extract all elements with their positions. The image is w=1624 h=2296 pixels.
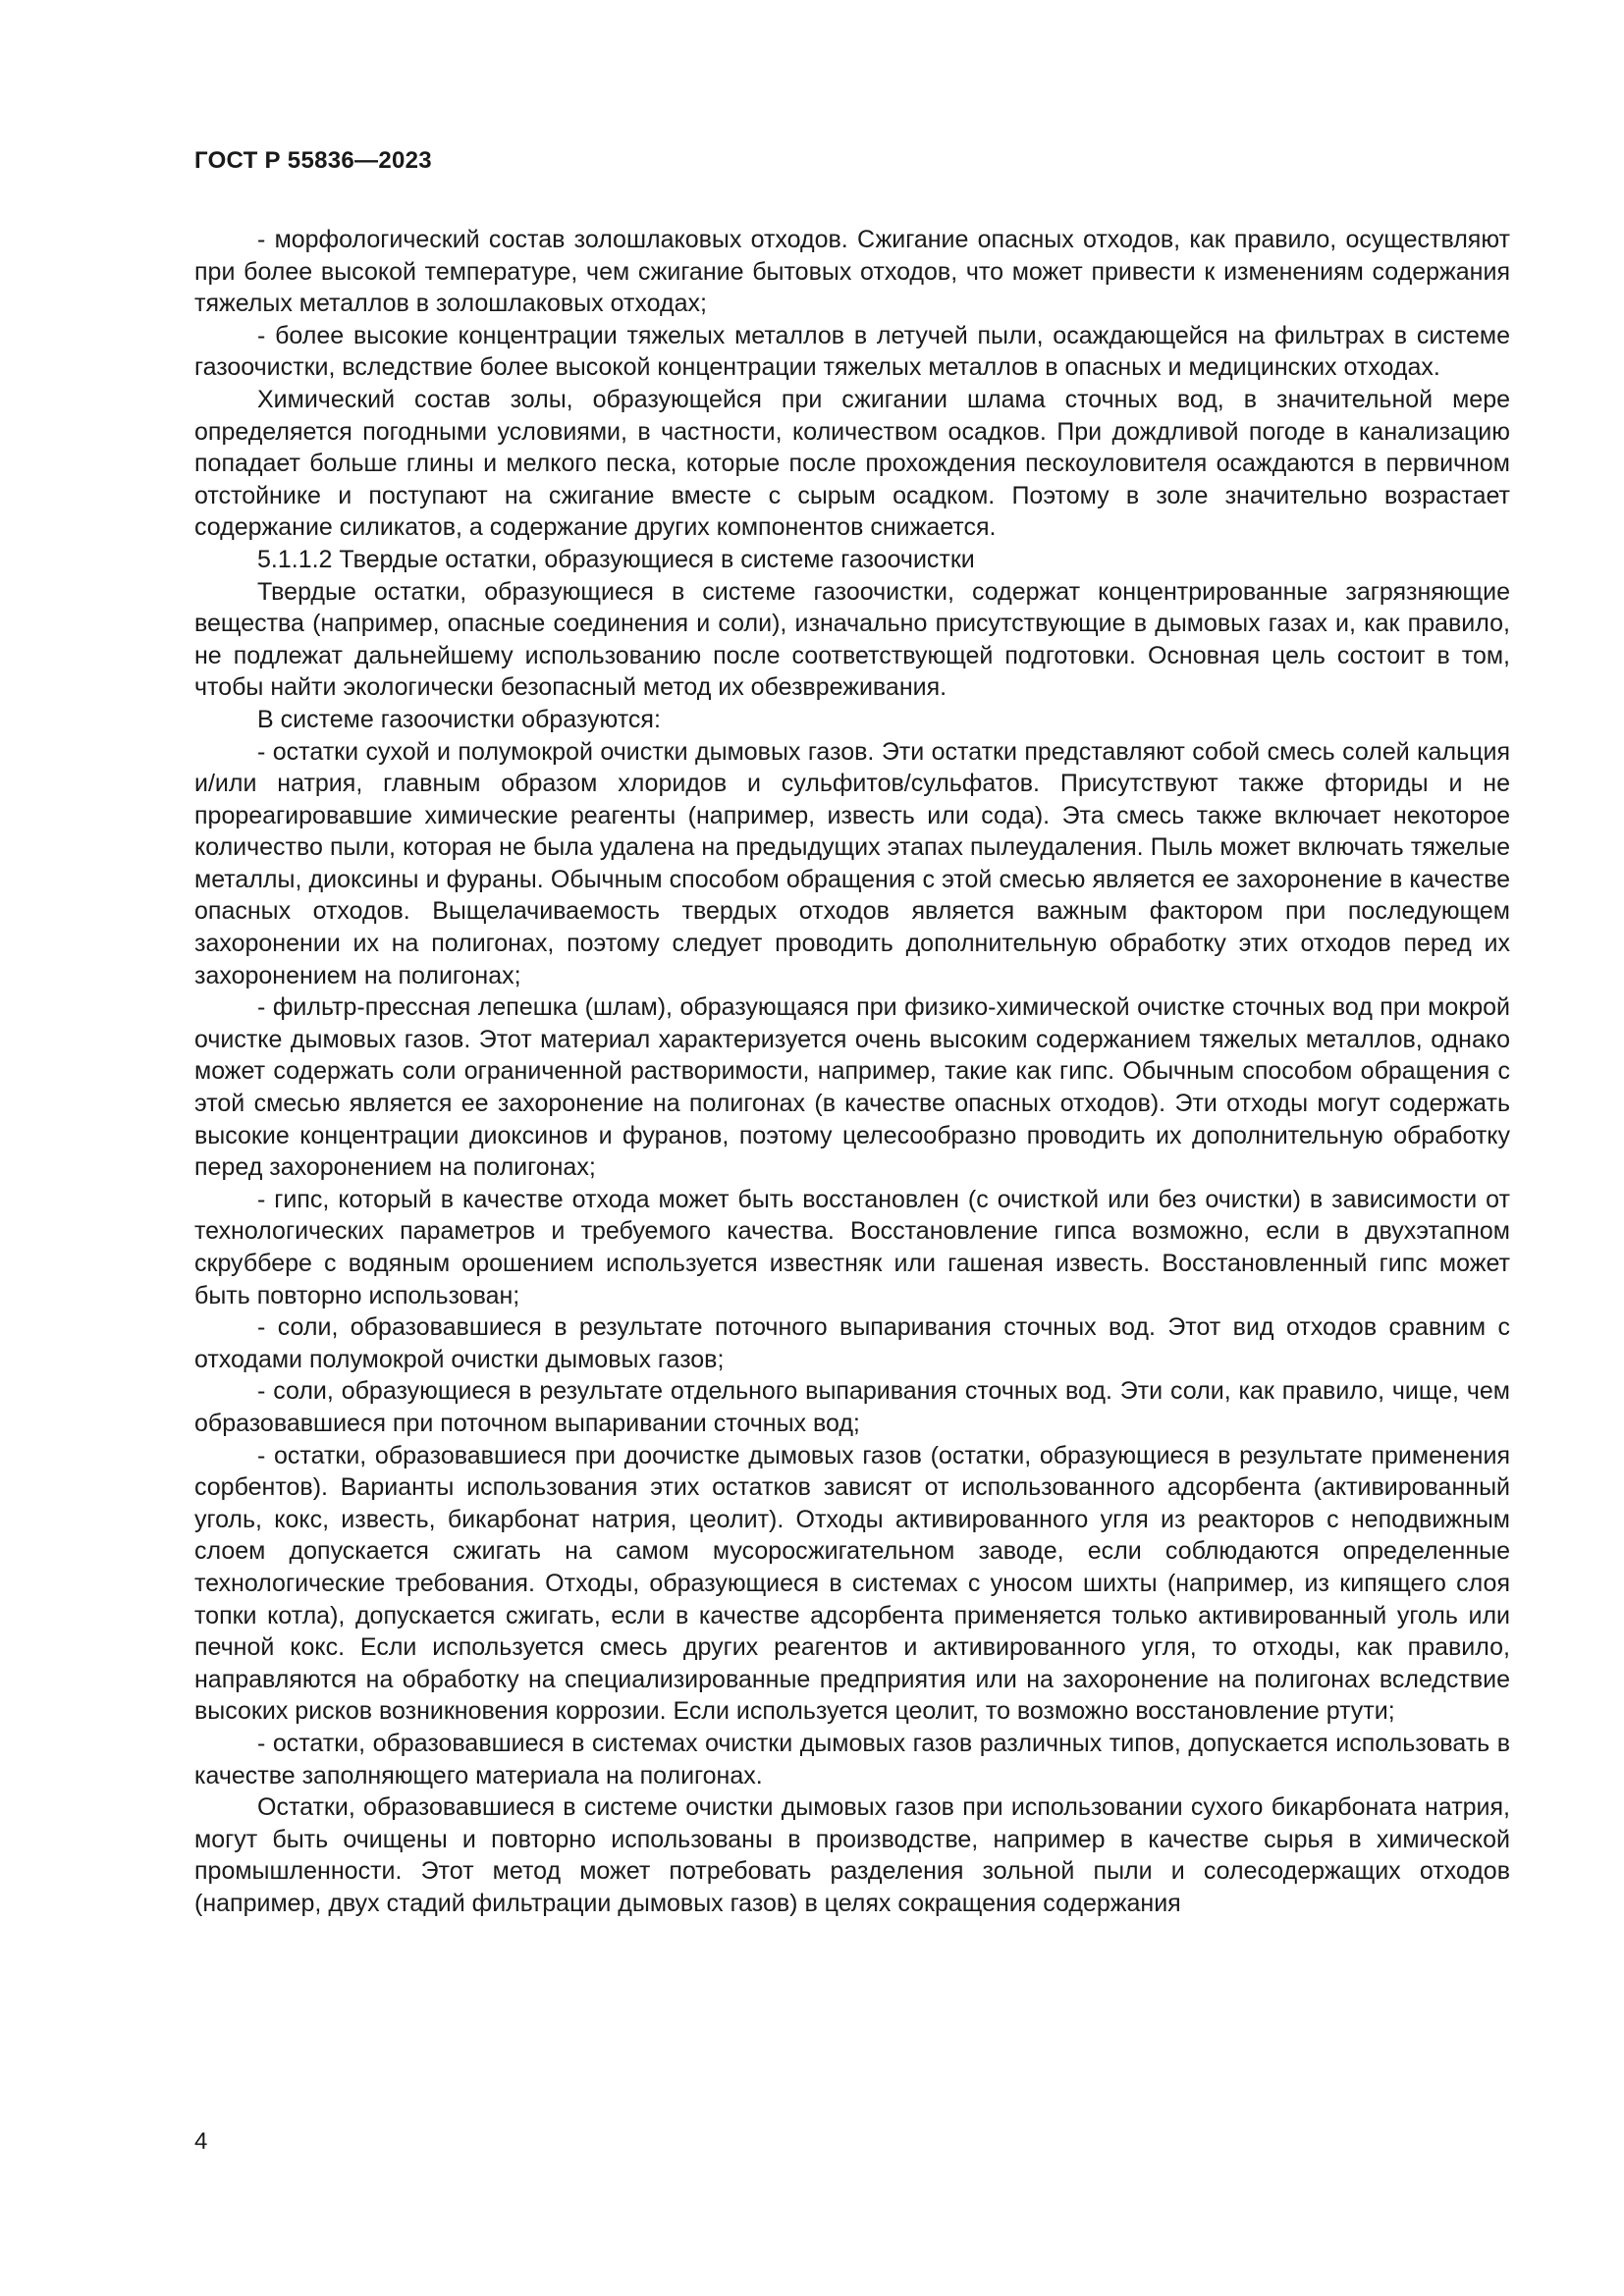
paragraph-sodium-bicarbonate-residues: Остатки, образовавшиеся в системе очистки дымовых газов при использовании сухого бикарбоната натрия, могут быть очищены и повторно использованы в производстве, например в качестве сырья в химической промышленности. Этот метод может потребовать разделения зольной пыли и солесодержащих отходов (например, двух стадий фильтрации дымовых газов) в целях сокращения содержания xyxy=(194,1793,1510,1917)
page-number: 4 xyxy=(194,2128,208,2155)
list-item-filter-press-cake: - фильтр-прессная лепешка (шлам), образующаяся при физико-химической очистке сточных вод при мокрой очистке дымовых газов. Этот материал характеризуется очень высоким содержанием тяжелых металлов, однако может содержать соли ограниченной растворимости, например, такие как гипс. Обычным способом обращения с этой смесью является ее захоронение на полигонах (в качестве опасных отходов). Эти отходы могут содержать высокие концентрации диоксинов и фуранов, поэтому целесообразно проводить их дополнительную обработку перед захоронением на полигонах; xyxy=(194,993,1510,1182)
document-body xyxy=(194,224,1510,1919)
list-item-dry-semidry-residues: - остатки сухой и полумокрой очистки дымовых газов. Эти остатки представляют собой смесь солей кальция и/или натрия, главным образом хлоридов и сульфитов/сульфатов. Присутствуют также фториды и не прореагировавшие химические реагенты (например, известь или сода). Эта смесь также включает некоторое количество пыли, которая не была удалена на предыдущих этапах пылеудаления. Пыль может включать тяжелые металлы, диоксины и фураны. Обычным способом обращения с этой смесью является ее захоронение в качестве опасных отходов. Выщелачиваемость твердых отходов является важным фактором при последующем захоронении их на полигонах, поэтому следует проводить дополнительную обработку этих отходов перед их захоронением на полигонах; xyxy=(194,737,1510,989)
paragraph-solid-residues: Твердые остатки, образующиеся в системе газоочистки, содержат концентрированные загрязняющие вещества (например, опасные соединения и соли), изначально присутствующие в дымовых газах и, как правило, не подлежат дальнейшему использованию после соответствующей подготовки. Основная цель состоит в том, чтобы найти экологически безопасный метод их обезвреживания. xyxy=(194,577,1510,702)
list-item-landfill-filler: - остатки, образовавшиеся в системах очистки дымовых газов различных типов, допускается использовать в качестве заполняющего материала на полигонах. xyxy=(194,1729,1510,1789)
paragraph-formed-in-gas-cleaning: В системе газоочистки образуются: xyxy=(257,705,661,733)
list-item-salts-inline-evaporation: - соли, образовавшиеся в результате поточного выпаривания сточных вод. Этот вид отходов сравним с отходами полумокрой очистки дымовых газов; xyxy=(194,1313,1510,1373)
document-code-header: ГОСТ Р 55836—2023 xyxy=(194,147,432,174)
list-item-salts-separate-evaporation: - соли, образующиеся в результате отдельного выпаривания сточных вод. Эти соли, как правило, чище, чем образовавшиеся при поточном выпаривании сточных вод; xyxy=(194,1377,1510,1437)
list-item-polishing-residues: - остатки, образовавшиеся при доочистке дымовых газов (остатки, образующиеся в результате применения сорбентов). Варианты использования этих остатков зависят от использованного адсорбента (активированный уголь, кокс, известь, бикарбонат натрия, цеолит). Отходы активированного угля из реакторов с неподвижным слоем допускается сжигать на самом мусоросжигательном заводе, если соблюдаются определенные технологические требования. Отходы, образующиеся в системах с уносом шихты (например, из кипящего слоя топки котла), допускается сжигать, если в качестве адсорбента применяется только активированный уголь или печной кокс. Если используется смесь других реагентов и активированного угля, то отходы, как правило, направляются на обработку на специализированные предприятия или на захоронение на полигонах вследствие высоких рисков возникновения коррозии. Если используется цеолит, то возможно восстановление ртути; xyxy=(194,1441,1510,1726)
paragraph-morphological-composition: - морфологический состав золошлаковых отходов. Сжигание опасных отходов, как правило, осуществляют при более высокой температуре, чем сжигание бытовых отходов, что может привести к изменениям содержания тяжелых металлов в золошлаковых отходах; xyxy=(194,226,1510,318)
list-item-gypsum: - гипс, который в качестве отхода может быть восстановлен (с очисткой или без очистки) в зависимости от технологических параметров и требуемого качества. Восстановление гипса возможно, если в двухэтапном скруббере с водяным орошением используется известняк или гашеная известь. Восстановленный гипс может быть повторно использован; xyxy=(194,1185,1510,1309)
paragraph-heavy-metals-concentration: - более высокие концентрации тяжелых металлов в летучей пыли, осаждающейся на фильтрах в системе газоочистки, вследствие более высокой концентрации тяжелых металлов в опасных и медицинских отходах. xyxy=(194,321,1510,382)
section-heading-5-1-1-2: 5.1.1.2 Твердые остатки, образующиеся в системе газоочистки xyxy=(257,545,975,573)
paragraph-sludge-ash-composition: Химический состав золы, образующейся при сжигании шлама сточных вод, в значительной мере определяется погодными условиями, в частности, количеством осадков. При дождливой погоде в канализацию попадает больше глины и мелкого песка, которые после прохождения пескоуловителя осаждаются в первичном отстойнике и поступают на сжигание вместе с сырым осадком. Поэтому в золе значительно возрастает содержание силикатов, а содержание других компонентов снижается. xyxy=(194,385,1510,542)
